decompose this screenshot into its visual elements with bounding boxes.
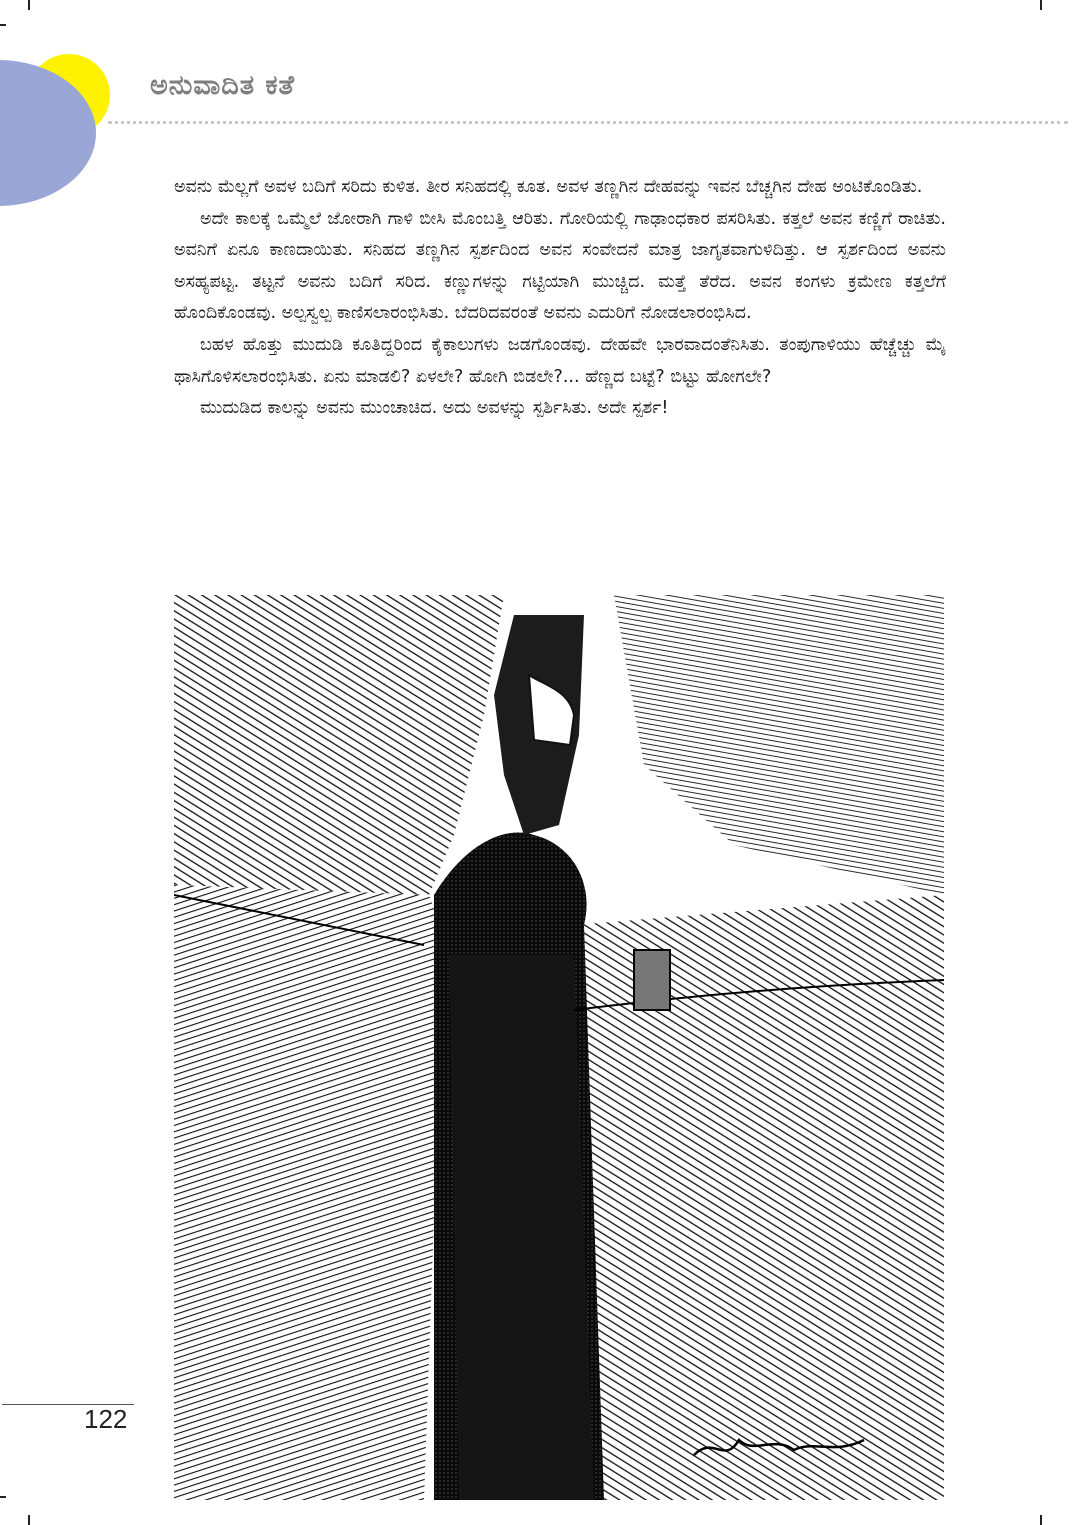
crop-mark bbox=[0, 24, 6, 26]
story-text bbox=[174, 172, 946, 425]
crop-mark bbox=[28, 0, 30, 10]
crop-mark bbox=[1040, 0, 1042, 10]
section-title: ಅನುವಾದಿತ ಕತೆ bbox=[150, 70, 295, 101]
crop-mark bbox=[28, 1515, 30, 1525]
paragraph: ಅದೇ ಕಾಲಕ್ಕೆ ಒಮ್ಮೆಲೆ ಜೋರಾಗಿ ಗಾಳಿ ಬೀಸಿ ಮೊಂಬತ್ತಿ ಆರಿತು. ಗೋರಿಯಲ್ಲಿ ಗಾಢಾಂಧಕಾರ ಪಸರಿಸಿತು. ಕತ್ತಲೆ ಅವನ ಕಣ್ಣಿಗೆ ರಾಚಿತು. ಅವನಿಗೆ ಏನೂ ಕಾಣದಾಯಿತು. ಸನಿಹದ ತಣ್ಣಗಿನ ಸ್ಪರ್ಶದಿಂದ ಅವನ ಸಂವೇದನೆ ಮಾತ್ರ ಜಾಗೃತವಾಗುಳಿದಿತ್ತು. ಆ ಸ್ಪರ್ಶದಿಂದ ಅವನು ಅಸಹ್ಯಪಟ್ಟ. ತಟ್ಟನೆ ಅವನು ಬದಿಗೆ ಸರಿದ. ಕಣ್ಣುಗಳನ್ನು ಗಟ್ಟಿಯಾಗಿ ಮುಚ್ಚಿದ. ಮತ್ತೆ ತೆರೆದ. ಅವನ ಕಂಗಳು ಕ್ರಮೇಣ ಕತ್ತಲೆಗೆ ಹೊಂದಿಕೊಂಡವು. ಅಲ್ಪಸ್ವಲ್ಪ ಕಾಣಿಸಲಾರಂಭಿಸಿತು. ಬೆದರಿದವರಂತೆ ಅವನು ಎದುರಿಗೆ ನೋಡಲಾರಂಭಿಸಿದ. bbox=[174, 208, 946, 324]
page-number: 122 bbox=[84, 1404, 128, 1434]
illustration-artwork bbox=[174, 595, 944, 1500]
paragraph: ಅವನು ಮೆಲ್ಲಗೆ ಅವಳ ಬದಿಗೆ ಸರಿದು ಕುಳಿತ. ತೀರ ಸನಿಹದಲ್ಲಿ ಕೂತ. ಅವಳ ತಣ್ಣಗಿನ ದೇಹವನ್ನು ಇವನ ಬೆಚ್ಚಗಿನ ದೇಹ ಅಂಟಿಕೊಂಡಿತು. bbox=[174, 177, 923, 197]
crop-mark bbox=[0, 1496, 6, 1498]
header-dotted-divider bbox=[108, 121, 1068, 124]
crop-mark bbox=[1040, 1515, 1042, 1525]
paragraph: ಮುದುಡಿದ ಕಾಲನ್ನು ಅವನು ಮುಂಚಾಚಿದ. ಅದು ಅವಳನ್ನು ಸ್ಪರ್ಶಿಸಿತು. ಅದೇ ಸ್ಪರ್ಶ! bbox=[200, 398, 669, 419]
story-illustration bbox=[174, 595, 944, 1500]
paragraph: ಬಹಳ ಹೊತ್ತು ಮುದುಡಿ ಕೂತಿದ್ದರಿಂದ ಕೈಕಾಲುಗಳು ಜಡಗೊಂಡವು. ದೇಹವೇ ಭಾರವಾದಂತೆನಿಸಿತು. ತಂಪುಗಾಳಿಯು ಹೆಚ್ಚೆಚ್ಚು ಮೈ ಥಾಸಿಗೊಳಿಸಲಾರಂಭಿಸಿತು. ಏನು ಮಾಡಲಿ? ಏಳಲೇ? ಹೋಗಿ ಬಿಡಲೇ?... ಹೆಣ್ಣದ ಬಟ್ಟೆ? ಬಿಟ್ಟು ಹೋಗಲೇ? bbox=[174, 334, 946, 387]
